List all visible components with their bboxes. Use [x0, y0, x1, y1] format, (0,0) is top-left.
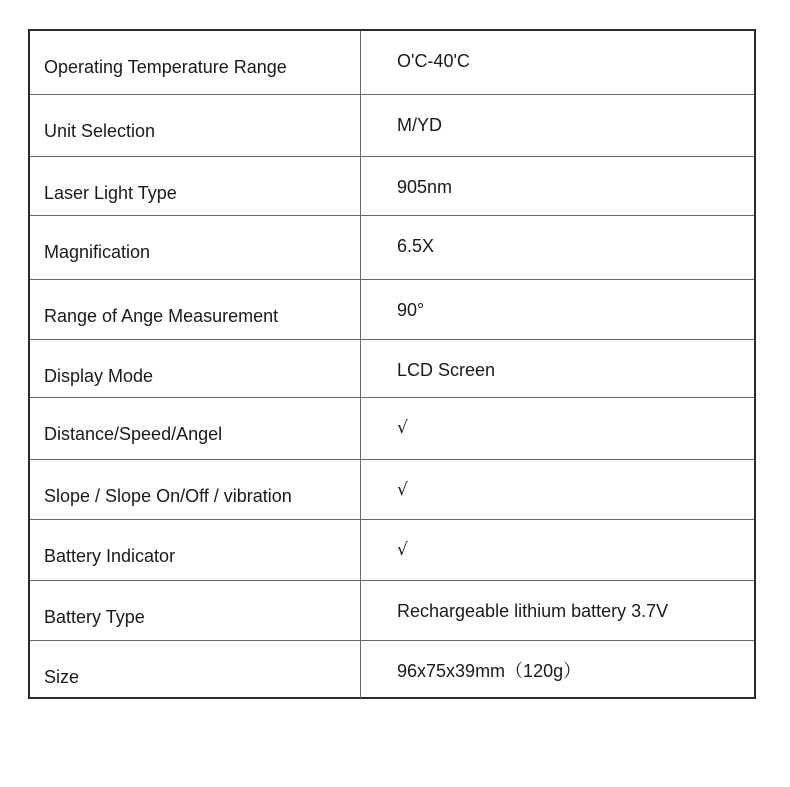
spec-value: O'C-40'C [397, 51, 470, 71]
spec-label: Size [30, 641, 361, 698]
spec-table [28, 29, 756, 699]
spec-row-battery-type [30, 580, 754, 640]
spec-label: Battery Indicator [30, 520, 361, 580]
spec-row-operating-temperature [30, 31, 754, 94]
spec-row-display-mode [30, 339, 754, 397]
check-mark: √ [397, 418, 408, 438]
spec-label: Magnification [30, 216, 361, 279]
spec-value: Rechargeable lithium battery 3.7V [397, 601, 669, 621]
spec-row-magnification [30, 215, 754, 279]
spec-row-size [30, 640, 754, 698]
spec-value: 905nm [397, 177, 453, 197]
spec-label: Range of Ange Measurement [30, 280, 361, 339]
spec-label: Distance/Speed/Angel [30, 398, 361, 459]
spec-row-angle-range [30, 279, 754, 339]
spec-label: Slope / Slope On/Off / vibration [30, 460, 361, 519]
spec-label: Laser Light Type [30, 157, 361, 215]
spec-row-battery-indicator [30, 519, 754, 580]
spec-value: 6.5X [397, 236, 435, 256]
spec-value: LCD Screen [397, 360, 496, 380]
spec-row-laser-light-type [30, 156, 754, 215]
spec-row-distance-speed-angel [30, 397, 754, 459]
spec-value: 96x75x39mm（120g） [397, 661, 582, 681]
spec-value: M/YD [397, 115, 442, 135]
spec-label: Operating Temperature Range [30, 31, 361, 94]
check-mark: √ [397, 480, 408, 500]
spec-label: Battery Type [30, 581, 361, 640]
spec-label: Display Mode [30, 340, 361, 397]
spec-label: Unit Selection [30, 95, 361, 156]
spec-row-unit-selection [30, 94, 754, 156]
spec-value: 90° [397, 300, 425, 320]
spec-row-slope [30, 459, 754, 519]
check-mark: √ [397, 540, 408, 560]
